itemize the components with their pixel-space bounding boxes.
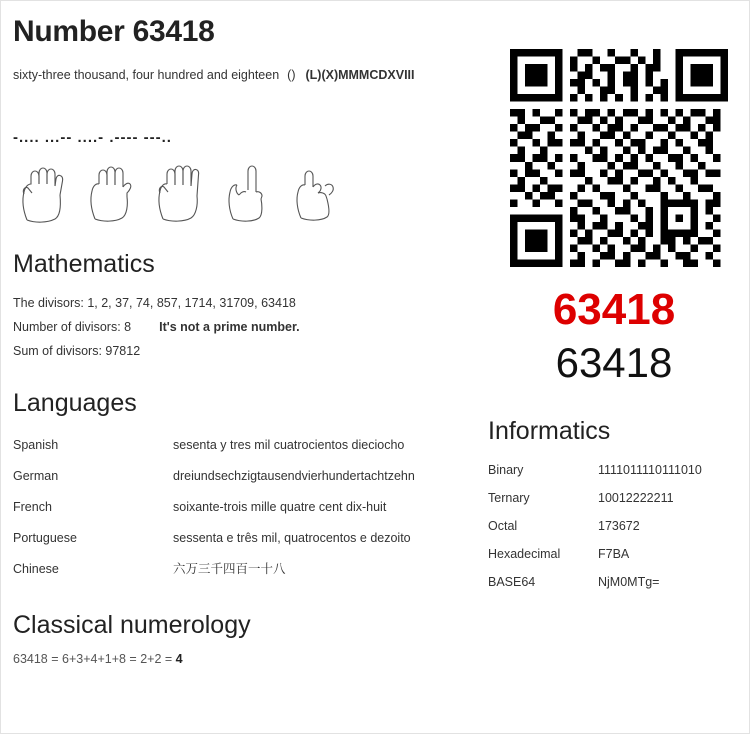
mathematics-body [13, 291, 483, 363]
numerology-result: 4 [175, 652, 183, 666]
prime-note: It's not a prime number. [159, 320, 300, 334]
numerology-expression: 63418 = 6+3+4+1+8 = 2+2 = [13, 652, 176, 666]
sign-language-digits [13, 162, 483, 224]
informatics-value: 1111011110111010 [598, 463, 702, 477]
languages-heading: Languages [13, 389, 137, 417]
informatics-value: F7BA [598, 547, 630, 561]
roman-numeral: (L)(X)MMMCDXVIII [305, 68, 415, 82]
table-row [488, 540, 740, 568]
divisors-count-line [13, 315, 483, 339]
informatics-value: 10012222211 [598, 491, 674, 505]
informatics-value: NjM0MTg= [598, 575, 660, 589]
hand-digit-icon [81, 162, 143, 224]
informatics-name: Hexadecimal [488, 547, 561, 561]
number-info-page [1, 1, 750, 735]
informatics-table [488, 456, 740, 596]
informatics-name: Octal [488, 519, 518, 533]
hand-digit-icon [285, 162, 347, 224]
number-words-parenthesis: () [287, 68, 296, 82]
informatics-name: BASE64 [488, 575, 536, 589]
numerology-heading: Classical numerology [13, 611, 251, 639]
languages-table [13, 430, 483, 585]
table-row [13, 554, 483, 585]
language-value: sesenta y tres mil cuatrocientos dieciocho [173, 438, 405, 452]
table-row [13, 523, 483, 554]
language-name: Portuguese [13, 531, 77, 545]
page-title: Number 63418 [13, 15, 215, 48]
hand-digit-icon [217, 162, 279, 224]
language-name: German [13, 469, 59, 483]
informatics-name: Ternary [488, 491, 530, 505]
language-value: 六万三千四百一十八 [173, 562, 286, 576]
informatics-heading: Informatics [488, 417, 611, 445]
hand-digit-icon [13, 162, 75, 224]
language-value: sessenta e três mil, quatrocentos e dezoito [173, 531, 411, 545]
divisors-count: Number of divisors: 8 [13, 320, 132, 334]
table-row [13, 461, 483, 492]
language-name: Spanish [13, 438, 59, 452]
table-row [488, 512, 740, 540]
left-column [13, 9, 483, 666]
number-black: 63418 [555, 339, 673, 386]
hand-digit-icon [149, 162, 211, 224]
language-value: dreiundsechzigtausendvierhundertachtzehn [173, 469, 415, 483]
qr-code-icon [510, 49, 728, 267]
number-red: 63418 [552, 285, 676, 334]
right-column [488, 9, 740, 596]
number-in-words-line [13, 65, 475, 85]
table-row [488, 456, 740, 484]
table-row [13, 430, 483, 461]
language-name: Chinese [13, 562, 59, 576]
table-row [488, 568, 740, 596]
numerology-line [13, 652, 483, 666]
table-row [488, 484, 740, 512]
morse-code: -.... ...-- ....- .---- ---.. [13, 129, 172, 146]
sum-of-divisors-line: Sum of divisors: 97812 [13, 344, 141, 358]
number-in-words: sixty-three thousand, four hundred and eighteen [13, 68, 280, 82]
language-name: French [13, 500, 52, 514]
informatics-value: 173672 [598, 519, 640, 533]
table-row [13, 492, 483, 523]
qr-code-wrapper [510, 49, 740, 267]
language-value: soixante-trois mille quatre cent dix-huit [173, 500, 387, 514]
mathematics-heading: Mathematics [13, 250, 155, 278]
informatics-name: Binary [488, 463, 524, 477]
divisors-line: The divisors: 1, 2, 37, 74, 857, 1714, 31709, 63418 [13, 296, 296, 310]
